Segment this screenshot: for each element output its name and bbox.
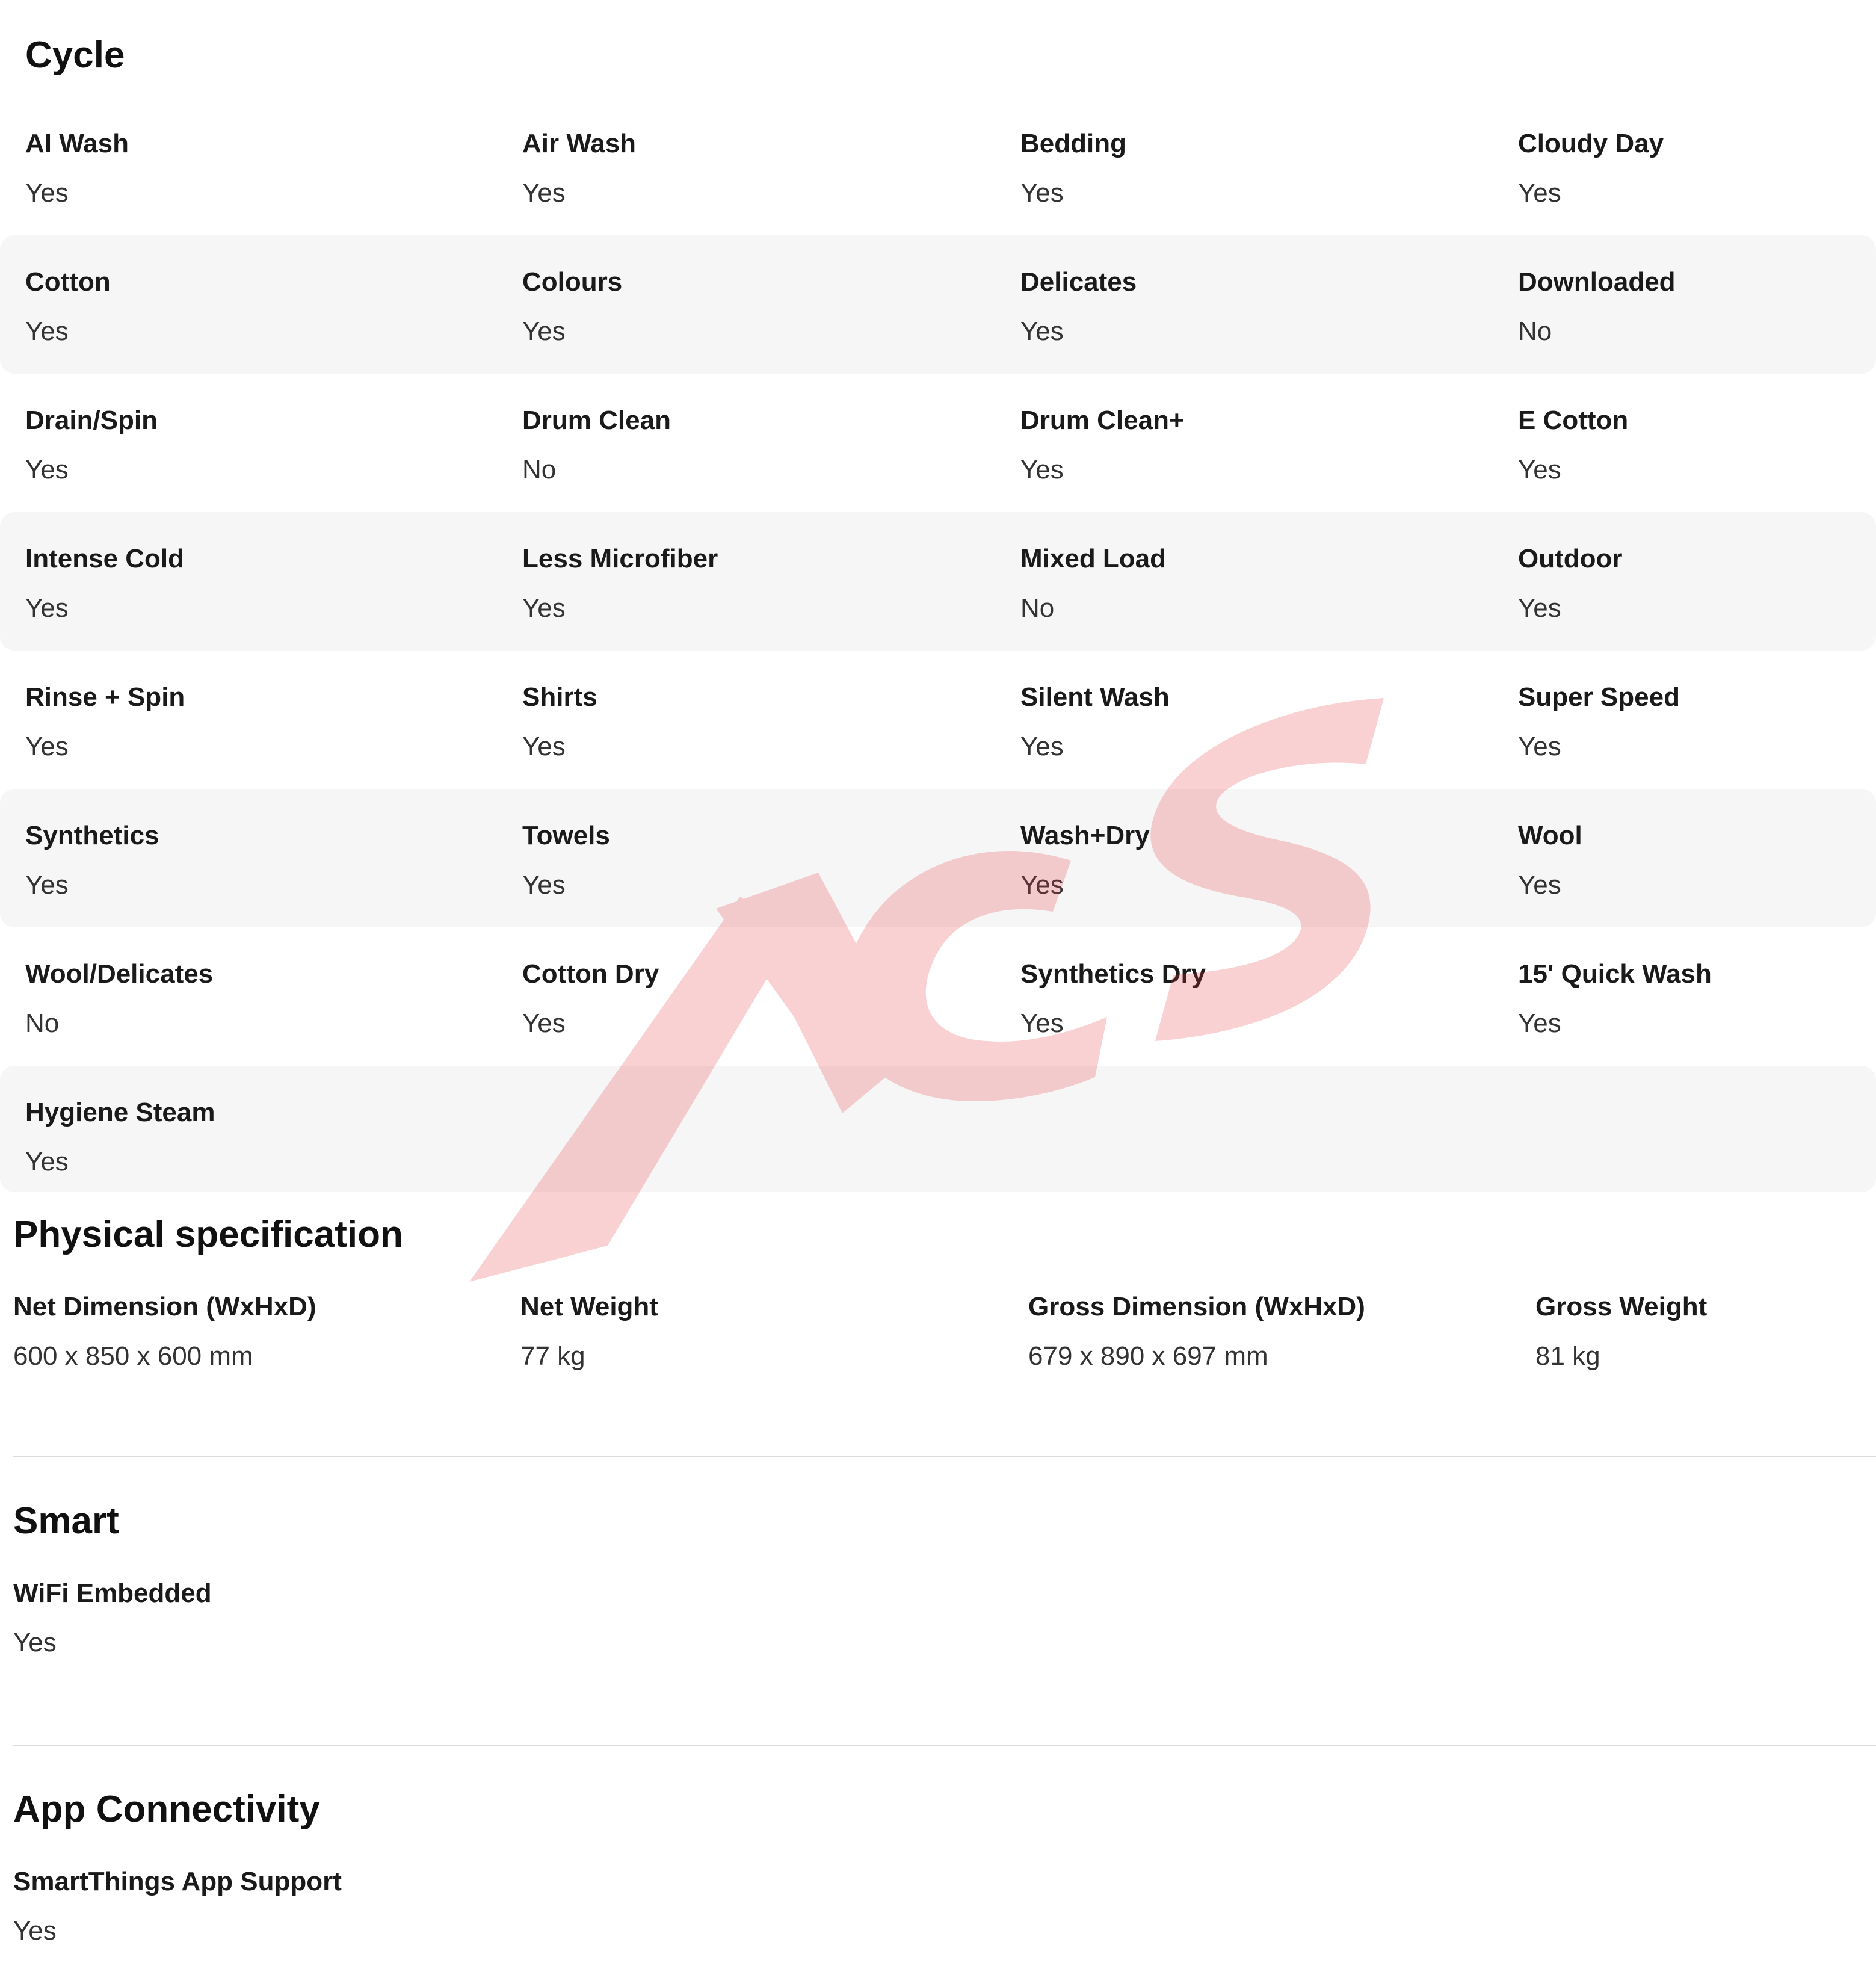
cycle-row <box>0 1066 1876 1192</box>
spec-item-gross-dimension <box>1028 1290 1365 1373</box>
spec-value: Yes <box>25 732 69 761</box>
spec-value: Yes <box>1518 455 1561 484</box>
spec-item-drain-spin <box>25 404 158 487</box>
spec-value: Yes <box>25 870 69 900</box>
spec-item-drum-clean <box>522 404 671 487</box>
spec-value: 77 kg <box>520 1341 585 1371</box>
spec-value: Yes <box>25 455 69 484</box>
smart-title: Smart <box>13 1500 119 1542</box>
spec-label: Delicates <box>1020 267 1137 297</box>
spec-value: Yes <box>25 178 69 208</box>
spec-label: Shirts <box>522 682 597 712</box>
spec-value: Yes <box>1518 1009 1561 1038</box>
spec-value: Yes <box>1020 317 1064 346</box>
cycle-row <box>0 789 1876 927</box>
spec-value: Yes <box>522 593 566 623</box>
spec-label: Mixed Load <box>1020 544 1167 573</box>
spec-label: Drain/Spin <box>25 406 158 435</box>
spec-item-net-dimension <box>13 1290 316 1373</box>
spec-item-cloudy-day <box>1518 127 1664 210</box>
spec-value: Yes <box>1518 593 1561 623</box>
cycle-row <box>0 374 1876 512</box>
spec-label: Wash+Dry <box>1020 821 1150 850</box>
spec-item-super-speed <box>1518 681 1680 764</box>
physical-spec-title: Physical specification <box>13 1214 403 1255</box>
spec-value: Yes <box>1020 455 1064 484</box>
spec-value: No <box>1518 317 1552 346</box>
cycle-spec-grid <box>0 97 1876 1192</box>
smart-spec-grid <box>13 1577 1876 1661</box>
app-connectivity-section <box>13 1785 1876 1949</box>
spec-label: E Cotton <box>1518 406 1629 435</box>
spec-value: Yes <box>13 1628 57 1657</box>
spec-item-cotton-dry <box>522 957 659 1040</box>
spec-value: Yes <box>1518 178 1561 208</box>
spec-value: Yes <box>522 317 566 346</box>
spec-item-colours <box>522 265 622 348</box>
cycle-row <box>0 927 1876 1066</box>
spec-label: Cotton Dry <box>522 959 659 989</box>
spec-label: Super Speed <box>1518 682 1680 712</box>
spec-item-wool-delicates <box>25 957 213 1040</box>
smart-section <box>13 1497 1876 1661</box>
spec-item-cotton <box>25 265 111 348</box>
spec-item-rinse-spin <box>25 681 185 764</box>
spec-label: 15' Quick Wash <box>1518 959 1712 989</box>
spec-item-wool <box>1518 819 1582 902</box>
cycle-row <box>0 97 1876 235</box>
spec-item-less-microfiber <box>522 542 718 625</box>
spec-label: Intense Cold <box>25 544 185 573</box>
spec-item-delicates <box>1020 265 1137 348</box>
spec-label: Net Weight <box>520 1292 658 1321</box>
spec-label: Cloudy Day <box>1518 129 1664 158</box>
spec-item-wifi-embedded <box>13 1577 212 1660</box>
spec-item-ai-wash <box>25 127 129 210</box>
spec-value: 81 kg <box>1535 1341 1600 1371</box>
physical-spec-section <box>13 1211 1876 1374</box>
spec-item-synthetics-dry <box>1020 957 1206 1040</box>
spec-value: 600 x 850 x 600 mm <box>13 1341 253 1371</box>
spec-label: Silent Wash <box>1020 682 1170 712</box>
cycle-row <box>0 651 1876 789</box>
spec-label: Net Dimension (WxHxD) <box>13 1292 316 1321</box>
spec-label: SmartThings App Support <box>13 1867 342 1896</box>
spec-label: Drum Clean+ <box>1020 406 1185 435</box>
spec-item-wash-dry <box>1020 819 1150 902</box>
spec-label: Downloaded <box>1518 267 1676 297</box>
spec-item-drum-clean-plus <box>1020 404 1185 487</box>
cycle-row <box>0 235 1876 374</box>
cycle-row <box>0 512 1876 651</box>
spec-item-smartthings-support <box>13 1865 342 1948</box>
spec-item-silent-wash <box>1020 681 1170 764</box>
spec-label: Outdoor <box>1518 544 1623 573</box>
physical-spec-grid <box>13 1290 1876 1374</box>
spec-item-air-wash <box>522 127 636 210</box>
spec-value: Yes <box>13 1916 57 1946</box>
spec-value: Yes <box>522 1009 566 1038</box>
spec-label: Air Wash <box>522 129 637 158</box>
spec-item-synthetics <box>25 819 159 902</box>
spec-label: Hygiene Steam <box>25 1098 215 1127</box>
app-spec-grid <box>13 1865 1876 1949</box>
spec-value: Yes <box>25 317 69 346</box>
spec-value: No <box>522 455 557 484</box>
spec-value: Yes <box>1020 732 1064 761</box>
spec-label: Less Microfiber <box>522 544 718 573</box>
spec-value: Yes <box>1020 870 1064 900</box>
spec-value: No <box>1020 593 1055 623</box>
spec-label: Gross Weight <box>1535 1292 1708 1321</box>
spec-value: 679 x 890 x 697 mm <box>1028 1341 1268 1371</box>
spec-value: Yes <box>1518 870 1561 900</box>
spec-value: Yes <box>25 593 69 623</box>
spec-label: WiFi Embedded <box>13 1578 212 1608</box>
spec-value: Yes <box>1518 732 1561 761</box>
spec-value: Yes <box>1020 1009 1064 1038</box>
spec-value: Yes <box>522 732 566 761</box>
spec-label: Synthetics <box>25 821 159 850</box>
spec-item-intense-cold <box>25 542 184 625</box>
spec-item-e-cotton <box>1518 404 1628 487</box>
spec-item-quick-wash <box>1518 957 1712 1040</box>
spec-item-net-weight <box>520 1290 658 1373</box>
spec-label: Colours <box>522 267 623 297</box>
spec-item-towels <box>522 819 610 902</box>
spec-item-gross-weight <box>1535 1290 1707 1373</box>
app-connectivity-title: App Connectivity <box>13 1788 320 1830</box>
spec-label: Towels <box>522 821 610 850</box>
spec-item-shirts <box>522 681 597 764</box>
spec-value: Yes <box>1020 178 1064 208</box>
spec-item-outdoor <box>1518 542 1623 625</box>
section-divider <box>13 1745 1876 1746</box>
spec-value: No <box>25 1009 60 1038</box>
section-divider <box>13 1456 1876 1457</box>
spec-label: Synthetics Dry <box>1020 959 1206 989</box>
spec-value: Yes <box>522 870 566 900</box>
spec-label: Wool/Delicates <box>25 959 214 989</box>
spec-item-downloaded <box>1518 265 1676 348</box>
spec-label: Rinse + Spin <box>25 682 185 712</box>
spec-item-bedding <box>1020 127 1126 210</box>
spec-label: Drum Clean <box>522 406 671 435</box>
spec-item-hygiene-steam <box>25 1096 215 1179</box>
spec-label: Bedding <box>1020 129 1126 158</box>
spec-label: Cotton <box>25 267 111 297</box>
spec-label: AI Wash <box>25 129 129 158</box>
spec-value: Yes <box>522 178 566 208</box>
spec-label: Wool <box>1518 821 1582 850</box>
cycle-section-title: Cycle <box>25 34 125 76</box>
spec-value: Yes <box>25 1147 69 1176</box>
spec-label: Gross Dimension (WxHxD) <box>1028 1292 1365 1321</box>
spec-item-mixed-load <box>1020 542 1166 625</box>
